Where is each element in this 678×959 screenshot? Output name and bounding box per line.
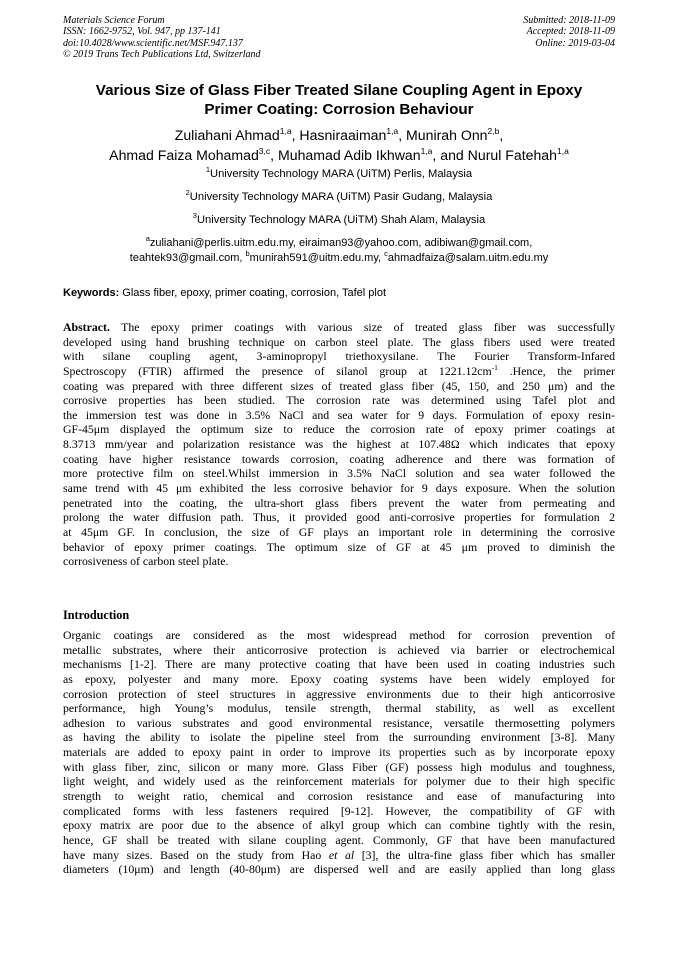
keywords-text: Glass fiber, epoxy, primer coating, corrosion, Tafel plot: [119, 287, 387, 299]
abstract-line: prolong the water diffusion path. Thus, it provided good anti-corrosive properties for formulation 2: [63, 510, 615, 525]
online-date: Online: 2019-03-04: [535, 37, 615, 49]
unit-exponent: -1: [491, 363, 498, 372]
intro-line: complicated forms with less fasteners required [9-12]. However, the compatibility of GF with: [63, 803, 615, 818]
abstract-line: more protective film on steel.Whilst immersion in 3.5% NaCl solution and sea water followed the: [63, 466, 615, 481]
abstract-line: corrosiveness of carbon steel plate.: [63, 554, 229, 569]
author-line: [63, 145, 615, 165]
author-affil-mark: 3,c: [258, 146, 271, 156]
email-mark: c: [384, 248, 388, 258]
intro-line: hence, GF shall be treated with silane coupling agent. Commonly, GF that have been manufactured: [63, 832, 615, 847]
intro-line: light weight, and widely used as the reinforcement materials for polymer due to their high specific: [63, 774, 615, 789]
abstract-line: behavior of epoxy primer coatings. The optimum size of GF at 45 μm proved to diminish the: [63, 539, 615, 554]
intro-line: strength to weight ratio, chemical and corrosion resistance and ease of manufacturing into: [63, 789, 615, 804]
journal-name: Materials Science Forum: [63, 15, 165, 26]
author-name: Hasniraaiman: [299, 127, 387, 143]
intro-line: with glass fiber, zinc, silicon or many more. Glass Fiber (GF) possess high modulus and toughness,: [63, 759, 615, 774]
abstract: [63, 320, 615, 569]
author-affil-mark: 2,b: [487, 126, 500, 136]
intro-line: corrosion protection of steel structures in aggressive environments due to their high anticorrosive: [63, 686, 615, 701]
intro-line: materials are added to epoxy paint in order to improve its properties such as by incorporate epoxy: [63, 745, 615, 760]
keywords: [63, 286, 615, 300]
abstract-line: [63, 364, 615, 379]
abstract-line: at 45μm GF. In conclusion, the size of GF plays an important role in determining the corrosive: [63, 524, 615, 539]
affiliation-1: [63, 167, 615, 181]
intro-line: metallic substrates, where their anticorrosive protection is achieved via barrier or electrochemical: [63, 642, 615, 657]
email-text[interactable]: zuliahani@perlis.uitm.edu.my, eiraiman93@yahoo.com, adibiwan@gmail.com,: [149, 237, 533, 249]
intro-line: Organic coatings are considered as the most widespread method for corrosion prevention of: [63, 628, 615, 642]
keywords-label: Keywords:: [63, 287, 120, 299]
journal-doi[interactable]: doi:10.4028/www.scientific.net/MSF.947.137: [63, 37, 243, 49]
author-affil-mark: 1,a: [279, 126, 292, 136]
introduction-text: [63, 628, 615, 877]
affil-text: University Technology MARA (UiTM) Shah Alam, Malaysia: [196, 214, 486, 226]
affil-text: University Technology MARA (UiTM) Perlis, Malaysia: [210, 168, 473, 180]
intro-line: diameters (10μm) and length (40-80μm) are dispersed well and are easily applied than long glass: [63, 862, 615, 877]
section-heading-introduction: Introduction: [63, 608, 130, 622]
intro-italic: et al: [328, 847, 355, 862]
email-text[interactable]: teahtek93@gmail.com,: [129, 251, 246, 264]
abstract-line: the immersion test was done in 3.5% NaCl and sea water for 9 days. Formulation of epoxy resin-: [63, 407, 615, 422]
author-name: Ahmad Faiza Mohamad: [109, 147, 259, 163]
affil-text: University Technology MARA (UiTM) Pasir Gudang, Malaysia: [189, 191, 493, 203]
intro-line: mechanisms [1-2]. There are many protective coating that have been used in coating industries such: [63, 657, 615, 672]
abstract-line: 8.3713 mm/year and polarization resistance was the highest at 107.48Ω which indicates that epoxy: [63, 437, 615, 452]
intro-text: have many sizes. Based on the study from Hao: [63, 847, 329, 862]
submission-dates: [523, 15, 615, 49]
email-line: [63, 248, 615, 266]
paper-title: [63, 81, 615, 119]
author-list: [63, 125, 615, 165]
email-mark: a: [145, 234, 150, 243]
journal-info: [63, 15, 261, 60]
author-separator: ,: [398, 127, 407, 143]
abstract-line: GF-45μm displayed the optimum size to reduce the corrosion rate of epoxy primer coatings at: [63, 422, 615, 437]
intro-line: as having the ability to isolate the pipeline steel from the surrounding environment [3-8]. Many: [63, 730, 615, 745]
abstract-line: coating was prepared with three different sizes of treated glass fiber (45, 150, and 250 μm) and the: [63, 378, 615, 393]
submitted-date: Submitted: 2018-11-09: [523, 15, 615, 26]
author-line: [63, 125, 615, 145]
author-separator: ,: [291, 127, 300, 143]
intro-line: adhesion to various substrates and good environmental resistance, versatile thermosetting polymers: [63, 715, 615, 730]
intro-line: [63, 848, 615, 863]
affil-mark: 2: [185, 188, 190, 197]
author-name: Zuliahani Ahmad: [174, 127, 280, 143]
abstract-label: Abstract.: [63, 320, 110, 334]
email-line: [63, 236, 615, 251]
abstract-line: same trend with 45 μm exhibited the less corrosive behavior for 9 days exposure. When the solution: [63, 481, 615, 496]
title-line: Various Size of Glass Fiber Treated Silane Coupling Agent in Epoxy: [95, 82, 583, 99]
author-name: Nurul Fatehah: [467, 147, 557, 163]
abstract-text: .Hence, the primer: [497, 363, 615, 378]
author-name: Munirah Onn: [406, 127, 488, 143]
abstract-line: penetrated into the coating, the ultra-short glass fibers prevent the water from permeating and: [63, 495, 615, 510]
journal-copyright: © 2019 Trans Tech Publications Ltd, Switzerland: [63, 48, 261, 60]
abstract-line: developed using hand brushing technique on carbon steel plate. The glass fibers used were treated: [63, 334, 615, 349]
abstract-line: coating have higher resistance towards corrosion, coating adherence and there was formation of: [63, 451, 615, 466]
author-affil-mark: 1,a: [386, 126, 399, 136]
intro-line: epoxy matrix are poor due to the absence of alkyl group which can combine tightly with the resin,: [63, 818, 615, 833]
intro-line: performance, high Young’s modulus, tensile strength, thermal stability, as well as excellent: [63, 701, 615, 716]
abstract-line: [63, 320, 615, 335]
intro-line: as epoxy, polyester and many more. Epoxy coating systems have been widely employed for: [63, 671, 615, 686]
abstract-text: Spectroscopy (FTIR) affirmed the presence of silanol group at 1221.12cm: [63, 363, 492, 378]
author-separator: , and: [432, 147, 468, 163]
abstract-line: with silane coupling agent, 3-aminopropyl triethoxysilane. The Fourier Transform-Infared: [63, 349, 615, 364]
email-mark: b: [245, 248, 250, 258]
author-affil-mark: 1,a: [556, 146, 569, 156]
accepted-date: Accepted: 2018-11-09: [526, 26, 615, 38]
email-text[interactable]: ahmadfaiza@salam.uitm.edu.my: [387, 251, 549, 264]
title-line: Primer Coating: Corrosion Behaviour: [204, 101, 474, 118]
intro-text: [3], the ultra-fine glass fiber which has smaller: [354, 847, 615, 862]
journal-issn: ISSN: 1662-9752, Vol. 947, pp 137-141: [63, 26, 221, 38]
affil-mark: 3: [192, 211, 197, 220]
abstract-text: The epoxy primer coatings with various size of treated glass fiber was successfully: [109, 320, 615, 334]
affil-mark: 1: [205, 165, 210, 174]
author-affil-mark: 1,a: [420, 146, 433, 156]
affiliation-3: [63, 213, 615, 227]
abstract-line: corrosive properties has been studied. The corrosion rate was determined using Tafel plot and: [63, 393, 615, 408]
author-name: Muhamad Adib Ikhwan: [277, 147, 421, 163]
email-text[interactable]: munirah591@uitm.edu.my,: [249, 251, 385, 264]
affiliation-2: [63, 190, 615, 204]
author-separator: ,: [499, 127, 504, 143]
email-list: [63, 236, 615, 265]
author-separator: ,: [270, 147, 278, 163]
